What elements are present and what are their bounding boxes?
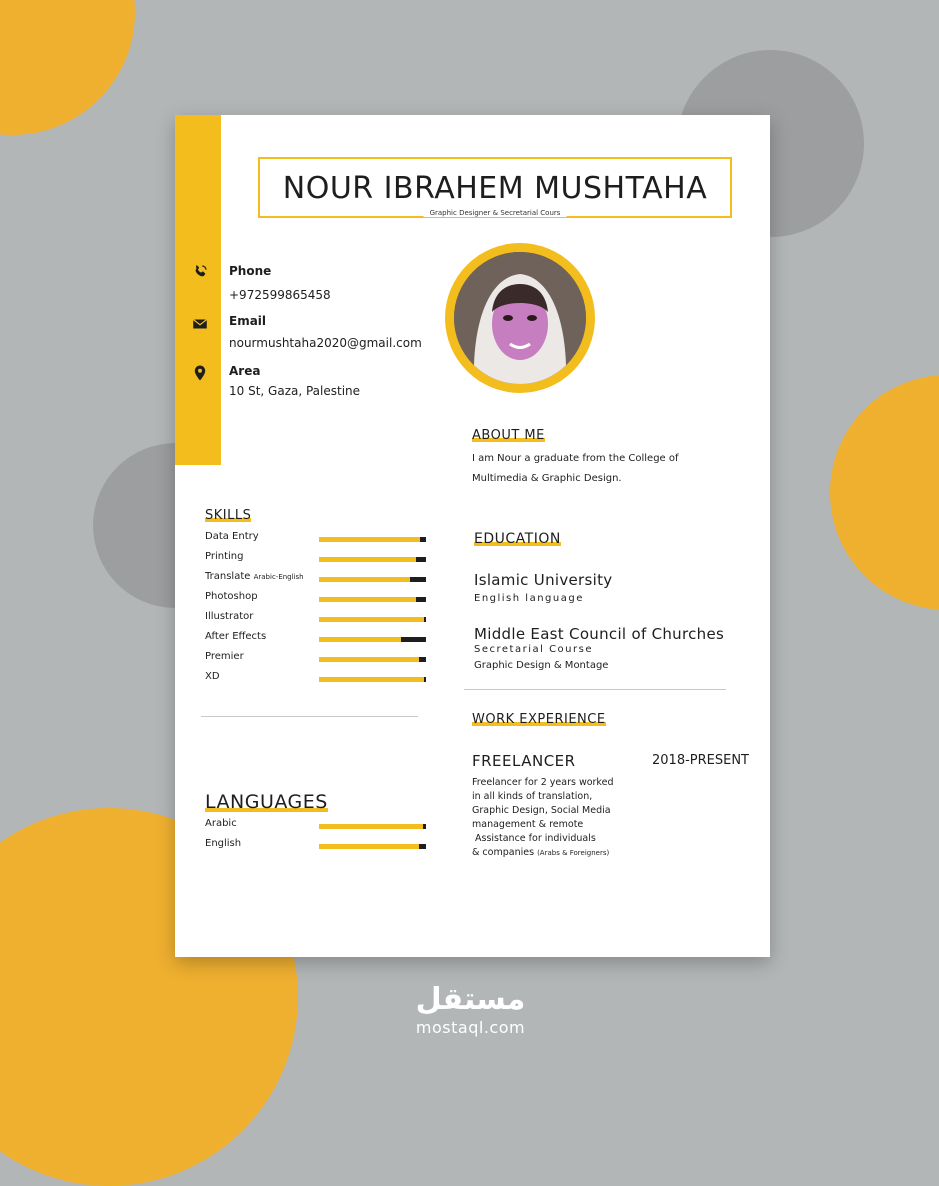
watermark-latin: mostaql.com (415, 1018, 526, 1037)
skill-bar (319, 657, 426, 662)
skill-row (205, 631, 435, 647)
skill-sublabel: Arabic-English (253, 573, 304, 581)
contact-sidebar-bar (175, 115, 221, 465)
skill-bar-fill (319, 577, 410, 582)
education-item-1-subtitle: English language (474, 593, 584, 604)
skill-label: Premier (205, 651, 244, 662)
language-bar (319, 844, 426, 849)
education-heading: EDUCATION (474, 531, 561, 547)
skill-bar-fill (319, 617, 424, 622)
phone-value: +972599865458 (229, 288, 331, 302)
skill-label: Translate Arabic-English (205, 571, 304, 582)
skill-bar (319, 537, 426, 542)
job-desc-line: management & remote (472, 819, 584, 830)
name-header-box (258, 157, 732, 218)
skill-row (205, 551, 435, 567)
skill-bar-fill (319, 677, 424, 682)
area-value: 10 St, Gaza, Palestine (229, 384, 361, 398)
skill-row (205, 531, 435, 547)
job-desc-note: (Arabs & Foreigners) (537, 849, 610, 857)
skill-bar-fill (319, 637, 401, 642)
profile-photo (445, 243, 595, 393)
area-label: Area (229, 364, 261, 378)
skill-bar-fill (319, 557, 416, 562)
education-divider (464, 689, 726, 690)
email-label: Email (229, 314, 267, 328)
skill-row (205, 611, 435, 627)
skill-label: Illustrator (205, 611, 254, 622)
skill-row (205, 591, 435, 607)
language-label: English (205, 838, 242, 849)
skill-bar (319, 677, 426, 682)
about-text: I am Nour a graduate from the College of Multimedia & Graphic Design. (472, 453, 679, 484)
phone-label: Phone (229, 264, 272, 278)
decorative-circle-top-left (0, 0, 135, 135)
education-item-1-title: Islamic University (474, 571, 613, 589)
phone-icon (191, 263, 209, 281)
skill-bar-fill (319, 597, 416, 602)
profile-photo-image (454, 252, 586, 384)
skill-bar-fill (319, 657, 419, 662)
language-bar-fill (319, 824, 423, 829)
skill-row (205, 571, 435, 587)
job-desc-line: Assistance for individuals (472, 833, 596, 844)
skill-label: After Effects (205, 631, 267, 642)
skill-bar (319, 597, 426, 602)
language-bar (319, 824, 426, 829)
job-title: FREELANCER (472, 752, 576, 770)
watermark-arabic: مستقل (415, 982, 526, 1017)
job-desc-line: Graphic Design, Social Media (472, 805, 611, 816)
education-item-2-detail: Graphic Design & Montage (474, 660, 609, 671)
skill-row (205, 671, 435, 687)
skill-label: Photoshop (205, 591, 258, 602)
decorative-circle-mid-right (830, 375, 939, 610)
skills-divider (201, 716, 418, 717)
resume-page (175, 115, 770, 957)
language-label: Arabic (205, 818, 237, 829)
language-row (205, 838, 435, 854)
job-description (472, 776, 622, 860)
skills-heading: SKILLS (205, 508, 252, 523)
email-icon (191, 315, 209, 333)
skill-bar (319, 617, 426, 622)
job-date: 2018-PRESENT (652, 753, 749, 768)
education-item-2-title: Middle East Council of Churches (474, 625, 725, 643)
email-value: nourmushtaha2020@gmail.com (229, 336, 422, 350)
about-heading: ABOUT ME (472, 428, 545, 443)
location-pin-icon (191, 364, 209, 382)
resume-tagline: Graphic Designer & Secretarial Cours (424, 209, 567, 217)
skill-row (205, 651, 435, 667)
job-desc-line: Freelancer for 2 years worked (472, 777, 614, 788)
work-heading: WORK EXPERIENCE (472, 712, 606, 727)
job-desc-line-last: & companies (Arabs & Foreigners) (472, 847, 610, 858)
skill-bar (319, 557, 426, 562)
job-desc-line: in all kinds of translation, (472, 791, 593, 802)
skill-label: Data Entry (205, 531, 259, 542)
language-bar-fill (319, 844, 419, 849)
skill-bar (319, 637, 426, 642)
mostaql-watermark (408, 982, 533, 1037)
language-row (205, 818, 435, 834)
languages-heading: LANGUAGES (205, 791, 328, 813)
education-item-2-subtitle: Secretarial Course (474, 644, 593, 655)
skill-bar (319, 577, 426, 582)
skill-bar-fill (319, 537, 420, 542)
resume-name: NOUR IBRAHEM MUSHTAHA (282, 171, 708, 206)
skill-label: Printing (205, 551, 244, 562)
skill-label: XD (205, 671, 220, 682)
